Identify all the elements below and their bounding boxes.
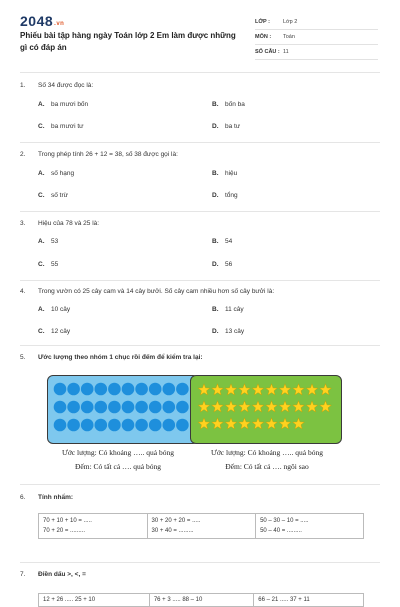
balls-group [48, 376, 198, 443]
meta-subject: MÔN : Toán [255, 30, 378, 45]
star-icon [239, 418, 251, 429]
ball-icon [81, 419, 94, 432]
ball-icon [163, 401, 176, 414]
star-icon [306, 384, 318, 395]
mental-math-table [38, 513, 364, 539]
question-1: 1. Số 34 được đọc là: [20, 82, 94, 89]
star-icon [293, 384, 305, 395]
option-4d[interactable]: D. 13 cây [212, 328, 245, 335]
star-icon [225, 384, 237, 395]
option-2a[interactable]: A. số hạng [38, 170, 75, 177]
divider [20, 280, 380, 281]
star-icon [293, 401, 305, 412]
option-3a[interactable]: A. 53 [38, 238, 59, 245]
star-icon [320, 401, 332, 412]
ball-icon [135, 419, 148, 432]
star-icon [239, 384, 251, 395]
star-icon [306, 401, 318, 412]
meta-grade: LỚP : Lớp 2 [255, 15, 378, 30]
calc-cell[interactable]: 30 + 20 + 20 = ..... 30 + 40 = ......... [147, 514, 256, 539]
question-7: 7. Điền dấu >, <, = [20, 571, 86, 578]
star-icon [212, 401, 224, 412]
stars-estimate-caption: Ước lượng: Có khoảng ….. quả bóng [211, 448, 323, 457]
balls-picture [47, 375, 199, 444]
balls-estimate-caption: Ước lượng: Có khoảng ….. quả bóng [62, 448, 174, 457]
star-icon [279, 384, 291, 395]
ball-icon [95, 419, 108, 432]
star-icon [225, 401, 237, 412]
option-4b[interactable]: B. 11 cây [212, 306, 244, 313]
compare-cell[interactable]: 66 – 21 ..... 37 + 11 [254, 594, 364, 607]
star-icon [266, 401, 278, 412]
ball-icon [163, 383, 176, 396]
compare-cell[interactable]: 76 + 3 ..... 88 – 10 [149, 594, 253, 607]
option-2c[interactable]: C. số trừ [38, 192, 68, 199]
ball-icon [149, 401, 162, 414]
question-5: 5. Ước lượng theo nhóm 1 chục rồi đếm để kiểm tra lại: [20, 354, 203, 361]
star-icon [266, 418, 278, 429]
ball-icon [122, 401, 135, 414]
ball-icon [81, 383, 94, 396]
ball-icon [95, 401, 108, 414]
stars-picture [190, 375, 342, 444]
option-2d[interactable]: D. tổng [212, 192, 238, 199]
option-1a[interactable]: A. ba mươi bốn [38, 101, 89, 108]
ball-icon [108, 401, 121, 414]
ball-icon [54, 383, 67, 396]
ball-icon [135, 401, 148, 414]
star-icon [198, 384, 210, 395]
question-3: 3. Hiệu của 78 và 25 là: [20, 220, 100, 227]
option-3b[interactable]: B. 54 [212, 238, 233, 245]
calc-cell[interactable]: 50 – 30 – 10 = ..... 50 – 40 = ......... [256, 514, 364, 539]
divider [20, 562, 380, 563]
star-icon [320, 384, 332, 395]
ball-icon [67, 401, 80, 414]
star-icon [266, 384, 278, 395]
option-3d[interactable]: D. 56 [212, 261, 233, 268]
divider [20, 484, 380, 485]
ball-icon [176, 401, 189, 414]
option-1d[interactable]: D. ba tư [212, 123, 241, 130]
option-4a[interactable]: A. 10 cây [38, 306, 71, 313]
star-icon [212, 418, 224, 429]
worksheet-title: Phiếu bài tập hàng ngày Toán lớp 2 Em làm được những gì có đáp án [20, 31, 236, 52]
stars-group [191, 376, 341, 443]
star-icon [252, 401, 264, 412]
ball-icon [67, 383, 80, 396]
header-divider [20, 72, 380, 73]
meta-count: SỐ CÂU : 11 [255, 45, 378, 60]
stars-count-caption: Đếm: Có tất cả …. ngôi sao [225, 462, 309, 471]
option-1b[interactable]: B. bốn ba [212, 101, 245, 108]
worksheet-header [0, 0, 400, 72]
star-icon [279, 401, 291, 412]
star-icon [212, 384, 224, 395]
site-logo[interactable]: 2048.vn [20, 13, 65, 29]
ball-icon [95, 383, 108, 396]
ball-icon [135, 383, 148, 396]
ball-icon [81, 401, 94, 414]
star-icon [252, 418, 264, 429]
question-4: 4. Trong vườn có 25 cây cam và 14 cây bưởi. Số cây cam nhiều hơn số cây bưởi là: [20, 288, 275, 295]
star-icon [239, 401, 251, 412]
ball-icon [149, 419, 162, 432]
star-icon [225, 418, 237, 429]
ball-icon [108, 419, 121, 432]
option-1c[interactable]: C. ba mươi tư [38, 123, 84, 130]
ball-icon [67, 419, 80, 432]
ball-icon [54, 401, 67, 414]
ball-icon [149, 383, 162, 396]
divider [20, 211, 380, 212]
question-6: 6. Tính nhẩm: [20, 494, 74, 501]
ball-icon [108, 383, 121, 396]
option-3c[interactable]: C. 55 [38, 261, 59, 268]
compare-table [38, 593, 364, 607]
ball-icon [54, 419, 67, 432]
option-2b[interactable]: B. hiệu [212, 170, 238, 177]
divider [20, 142, 380, 143]
balls-count-caption: Đếm: Có tất cả …. quả bóng [74, 462, 162, 471]
option-4c[interactable]: C. 12 cây [38, 328, 71, 335]
ball-icon [122, 383, 135, 396]
ball-icon [122, 419, 135, 432]
star-icon [293, 418, 305, 429]
star-icon [198, 418, 210, 429]
ball-icon [176, 419, 189, 432]
calc-cell[interactable]: 70 + 10 + 10 = ..... 70 + 20 = ......... [39, 514, 148, 539]
star-icon [252, 384, 264, 395]
compare-cell[interactable]: 12 + 26 ..... 25 + 10 [39, 594, 150, 607]
divider [20, 345, 380, 346]
star-icon [279, 418, 291, 429]
question-2: 2. Trong phép tính 26 + 12 = 38, số 38 được gọi là: [20, 151, 178, 158]
star-icon [198, 401, 210, 412]
ball-icon [176, 383, 189, 396]
ball-icon [163, 419, 176, 432]
